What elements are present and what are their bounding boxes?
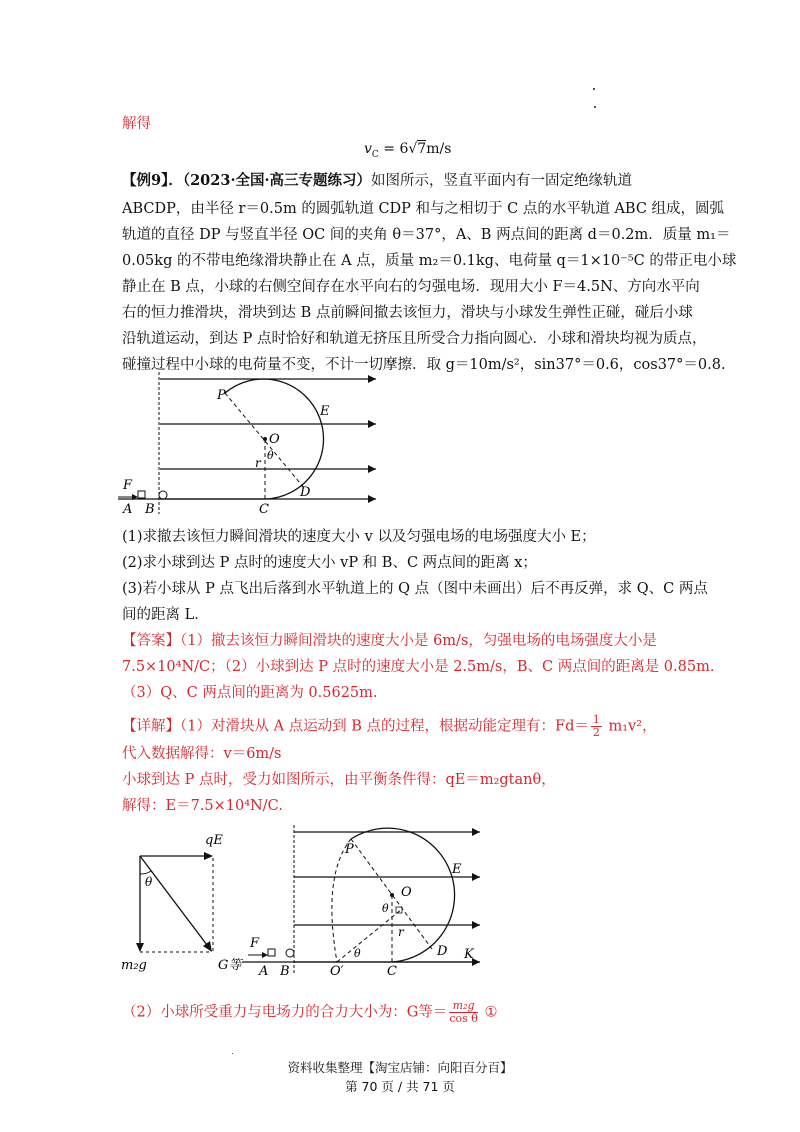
fig1-label-b: B bbox=[145, 502, 155, 517]
dot-mark bbox=[593, 88, 595, 90]
example-line: 右的恒力推滑块，滑块到达 B 点前瞬间撤去该恒力，滑块与小球发生弹性正碰，碰后小球 bbox=[122, 305, 693, 321]
footer-source: 资料收集整理【淘宝店铺：向阳百分百】 bbox=[287, 1060, 513, 1075]
example-line: 轨道的直径 DP 与竖直半径 OC 间的夹角 θ＝37°，A、B 两点间的距离 d＝0.2m．质量 m₁＝ bbox=[122, 227, 731, 243]
vc-equation bbox=[364, 141, 451, 160]
fig1-label-a: A bbox=[123, 502, 133, 517]
example-line: ABCDP，由半径 r＝0.5m 的圆弧轨道 CDP 和与之相切于 C 点的水平轨道 ABC 组成，圆弧 bbox=[122, 201, 725, 217]
answer-text: （1）撤去该恒力瞬间滑块的速度大小是 6m/s，匀强电场的电场强度大小是 bbox=[180, 633, 657, 649]
fig3-label-p: P bbox=[345, 842, 354, 857]
question-line: (2)求小球到达 P 点时的速度大小 vP 和 B、C 两点间的距离 x； bbox=[122, 555, 537, 571]
fig2-label-qe: qE bbox=[205, 833, 223, 848]
detail-line: 小球到达 P 点时，受力如图所示，由平衡条件得：qE＝m₂gtanθ， bbox=[122, 772, 556, 788]
question-line: 间的距离 L． bbox=[122, 607, 209, 623]
fig2-label-m2g: m₂g bbox=[121, 958, 147, 973]
fig3-label-c: C bbox=[387, 964, 397, 979]
example-line: 如图所示，竖直平面内有一固定绝缘轨道 bbox=[371, 173, 633, 189]
detail-line bbox=[122, 714, 657, 739]
eq-lhs: v bbox=[364, 141, 372, 157]
fraction-numerator: m₂g bbox=[449, 1000, 478, 1013]
fig1-label-theta: θ bbox=[267, 449, 274, 462]
fig2-label-theta: θ bbox=[145, 875, 153, 889]
example-source: （2023·全国·高三专题练习） bbox=[182, 172, 372, 189]
fig2-label-geq: G等 bbox=[218, 958, 242, 973]
fig3-label-o: O bbox=[401, 885, 412, 900]
trajectory-figure bbox=[242, 825, 487, 980]
fig1-label-d: D bbox=[300, 485, 311, 500]
fig3-label-f: F bbox=[250, 936, 260, 951]
fig3-label-theta2: θ bbox=[354, 947, 361, 960]
detail-tail: ① bbox=[479, 1004, 498, 1021]
fraction-denominator: cos θ bbox=[449, 1012, 478, 1025]
detail-line bbox=[122, 1000, 497, 1025]
fig1-label-r: r bbox=[255, 456, 261, 470]
example-line: 沿轨道运动，到达 P 点时恰好和轨道无挤压且所受合力指向圆心．小球和滑块均视为质点， bbox=[122, 331, 707, 347]
example-tag: 【例9】． bbox=[122, 172, 183, 189]
solve-label: 解得 bbox=[122, 116, 151, 132]
footer-page-number: 第 70 页 / 共 71 页 bbox=[345, 1079, 455, 1094]
question-line: (3)若小球从 P 点飞出后落到水平轨道上的 Q 点（图中未画出）后不再反弹，求 Q、C 两点 bbox=[122, 581, 708, 597]
fig3-label-d: D bbox=[437, 944, 448, 959]
fraction-numerator: 1 bbox=[592, 713, 600, 726]
fig3-label-k: K bbox=[464, 947, 474, 962]
detail-fraction bbox=[449, 1000, 478, 1025]
answer-line: 7.5×10⁴N/C；（2）小球到达 P 点时的速度大小是 2.5m/s，B、C 两点间的距离是 0.85m. bbox=[122, 659, 715, 675]
fig3-label-e: E bbox=[452, 862, 462, 877]
detail-text: （1）对滑块从 A 点运动到 B 点的过程，根据动能定理有：Fd＝ bbox=[180, 718, 589, 735]
answer-tag: 【答案】 bbox=[122, 633, 180, 649]
detail-fraction bbox=[591, 714, 602, 739]
fig3-label-b: B bbox=[280, 964, 290, 979]
fig1-label-f: F bbox=[123, 478, 133, 493]
question-line: (1)求撤去该恒力瞬间滑块的速度大小 v 以及匀强电场的电场强度大小 E； bbox=[122, 529, 596, 545]
eq-root-arg: 7 bbox=[417, 141, 427, 157]
fig1-label-c: C bbox=[259, 502, 269, 517]
detail-line: 解得：E＝7.5×10⁴N/C. bbox=[122, 798, 283, 814]
fig1-label-p: P bbox=[217, 388, 226, 403]
detail-line: 代入数据解得：v＝6m/s bbox=[122, 746, 282, 762]
example-line: 静止在 B 点，小球的右侧空间存在水平向右的匀强电场．现用大小 F＝4.5N、方向水平向 bbox=[122, 279, 700, 295]
eq-sub: C bbox=[371, 149, 379, 160]
fig3-label-theta1: θ bbox=[382, 902, 389, 915]
force-diagram bbox=[118, 824, 248, 974]
eq-root-sym: √ bbox=[408, 141, 418, 157]
example-first-line bbox=[122, 171, 632, 191]
answer-line bbox=[122, 631, 657, 651]
eq-unit: m/s bbox=[426, 141, 452, 157]
track-figure bbox=[118, 372, 398, 520]
dot-mark bbox=[594, 106, 596, 108]
detail-text: （2）小球所受重力与电场力的合力大小为：G等＝ bbox=[122, 1004, 448, 1021]
detail-tail: m₁v²， bbox=[603, 718, 657, 735]
eq-eq: = 6 bbox=[378, 141, 409, 157]
example-line: 碰撞过程中小球的电荷量不变，不计一切摩擦．取 g＝10m/s²，sin37°＝0.6，cos37°＝0.8. bbox=[122, 357, 726, 373]
answer-line: （3）Q、C 两点间的距离为 0.5625m. bbox=[122, 685, 378, 701]
fig3-label-r: r bbox=[398, 925, 404, 939]
fig1-label-e: E bbox=[320, 404, 330, 419]
fig3-label-oprime: O′ bbox=[330, 964, 344, 979]
fig1-label-o: O bbox=[269, 432, 280, 447]
detail-tag: 【详解】 bbox=[122, 718, 180, 735]
fraction-denominator: 2 bbox=[592, 726, 600, 739]
example-line: 0.05kg 的不带电绝缘滑块静止在 A 点，质量 m₂＝0.1kg、电荷量 q＝1×10⁻⁵C 的带正电小球 bbox=[122, 253, 737, 269]
dot-mark bbox=[232, 1053, 233, 1054]
fig3-label-a: A bbox=[259, 964, 269, 979]
